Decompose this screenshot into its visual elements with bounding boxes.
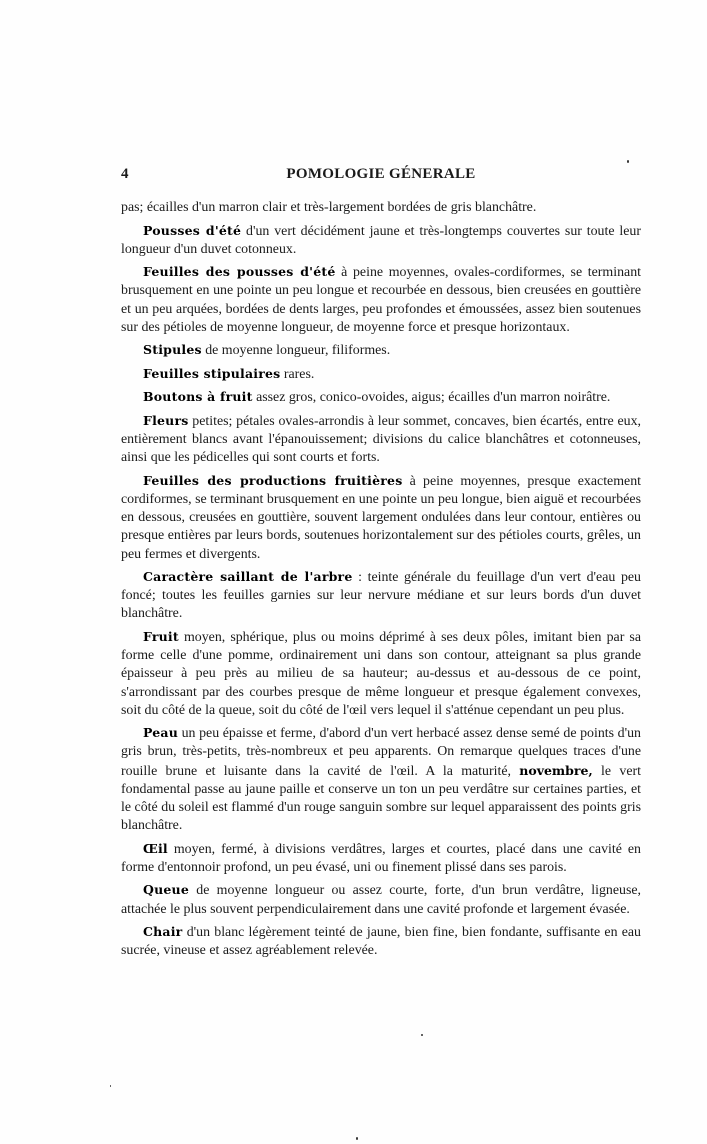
paragraph-text: de moyenne longueur ou assez courte, forte, d'un brun verdâtre, ligneuse, attachée le plus souvent perpendiculairement dans une cavité profonde et largement évasée. [121, 883, 641, 917]
paragraph-text: à peine moyennes, presque exactement cordiformes, se terminant brusquement en une pointe un peu longue, bien aiguë et recourbées en dessous, creusées en gouttière, souvent largement ondulées dans leur contour, entières ou presque entières par leurs bords, soutenues horizontalement sur des pétioles courts, grêles, un peu fermes et divergents. [121, 473, 642, 562]
maturity-month: novembre, [519, 762, 593, 778]
paragraph-text: petites; pétales ovales-arrondis à leur sommet, concaves, bien écartés, entre eux, entièrement blancs avant l'épanouissement; divisions du calice blanchâtres et cotonneuses, ainsi que les pédicelles qui sont courts et forts. [121, 413, 641, 466]
paragraph-text: un peu épaisse et ferme, d'abord d'un vert herbacé assez dense semé de points d'un gris brun, très-petits, très-nombreux et peu apparents. On remarque quelques traces d'une rouille brune et luisante dans la cavité de l'œil. A la maturité, [121, 726, 641, 779]
term-heading: Pousses d'été [143, 222, 242, 238]
paragraph-text: moyen, fermé, à divisions verdâtres, larges et courtes, placé dans une cavité en forme d'entonnoir profond, un peu évasé, uni ou finement plissé dans ses parois. [121, 841, 641, 875]
paragraph-boutons-a-fruit [121, 388, 641, 407]
term-heading: Peau [143, 725, 179, 741]
scan-speck [421, 1034, 423, 1036]
paragraph-text: le vert fondamental passe au jaune paille et conserve un ton un peu verdâtre sur certaines parties, et le côté du soleil est flammé d'un rouge sanguin sombre sur lequel apparaissent des points gris blanchâtre. [121, 763, 641, 834]
paragraph-text: de moyenne longueur, filiformes. [201, 343, 391, 359]
paragraph-text: assez gros, conico-ovoides, aigus; écailles d'un marron noirâtre. [252, 390, 611, 406]
paragraph-text: d'un blanc légèrement teinté de jaune, bien fine, bien fondante, suffisante en eau sucrée, vineuse et assez agréablement relevée. [121, 925, 641, 959]
paragraph-fruit [121, 628, 641, 720]
term-heading: Queue [143, 882, 189, 898]
paragraph-text: rares. [280, 366, 315, 382]
paragraph-feuilles-des-pousses [121, 263, 641, 337]
page-header [121, 166, 641, 186]
term-heading: Caractère saillant de l'arbre [143, 569, 353, 585]
scan-speck [356, 1137, 358, 1140]
term-heading: Chair [143, 924, 183, 940]
term-heading: Feuilles des productions fruitières [143, 472, 403, 488]
term-heading: Œil [143, 840, 168, 856]
paragraph-caractere-saillant [121, 568, 641, 624]
paragraph-oeil [121, 840, 641, 877]
term-heading: Stipules [143, 342, 202, 358]
paragraph-peau [121, 724, 641, 835]
body-text [121, 199, 641, 965]
page-number: 4 [121, 166, 129, 182]
paragraph-text: à peine moyennes, ovales-cordiformes, se terminant brusquement en une pointe un peu longue et recourbée en dessous, bien creusées en gouttière et un peu arquées, bordées de dents larges, peu profondes et émoussées, assez bien soutenues sur des pétioles de moyenne longueur, de moyenne force et presque horizontaux. [121, 265, 641, 335]
term-heading: Boutons à fruit [143, 389, 253, 405]
paragraph-queue [121, 881, 641, 918]
scan-speck [110, 1085, 111, 1087]
paragraph-text: : teinte générale du feuillage d'un vert d'eau peu foncé; toutes les feuilles garnies sur leur nervure médiane et sur leurs bords d'un duvet blanchâtre. [121, 570, 641, 622]
paragraph-fleurs [121, 412, 641, 468]
term-heading: Feuilles stipulaires [143, 365, 281, 381]
paragraph-stipules [121, 341, 641, 360]
paragraph-text: d'un vert décidément jaune et très-longtemps couvertes sur toute leur longueur d'un duvet cotonneux. [121, 223, 641, 257]
paragraph-continuation [121, 199, 641, 217]
paragraph-chair [121, 923, 641, 960]
term-heading: Fleurs [143, 412, 189, 428]
paragraph-text: pas; écailles d'un marron clair et très-largement bordées de gris blanchâtre. [121, 200, 537, 215]
paragraph-feuilles-productions-fruitieres [121, 472, 641, 564]
paragraph-feuilles-stipulaires [121, 365, 641, 384]
term-heading: Feuilles des pousses d'été [143, 264, 336, 280]
scan-speck [627, 160, 629, 163]
running-title: POMOLOGIE GÉNERALE [286, 166, 476, 182]
term-heading: Fruit [143, 628, 179, 644]
paragraph-pousses-d-ete [121, 222, 641, 259]
paragraph-text: moyen, sphérique, plus ou moins déprimé à ses deux pôles, imitant bien par sa forme celle d'une pomme, ordinairement uni dans son contour, atteignant sa plus grande épaisseur à peu près au milieu de sa hauteur; au-dessus et au-dessous de ce point, s'arrondissant par des courbes presque de même longueur et presque également convexes, soit du côté de la queue, soit du côté de l'œil vers lequel il s'atténue cependant un peu plus. [121, 629, 641, 718]
